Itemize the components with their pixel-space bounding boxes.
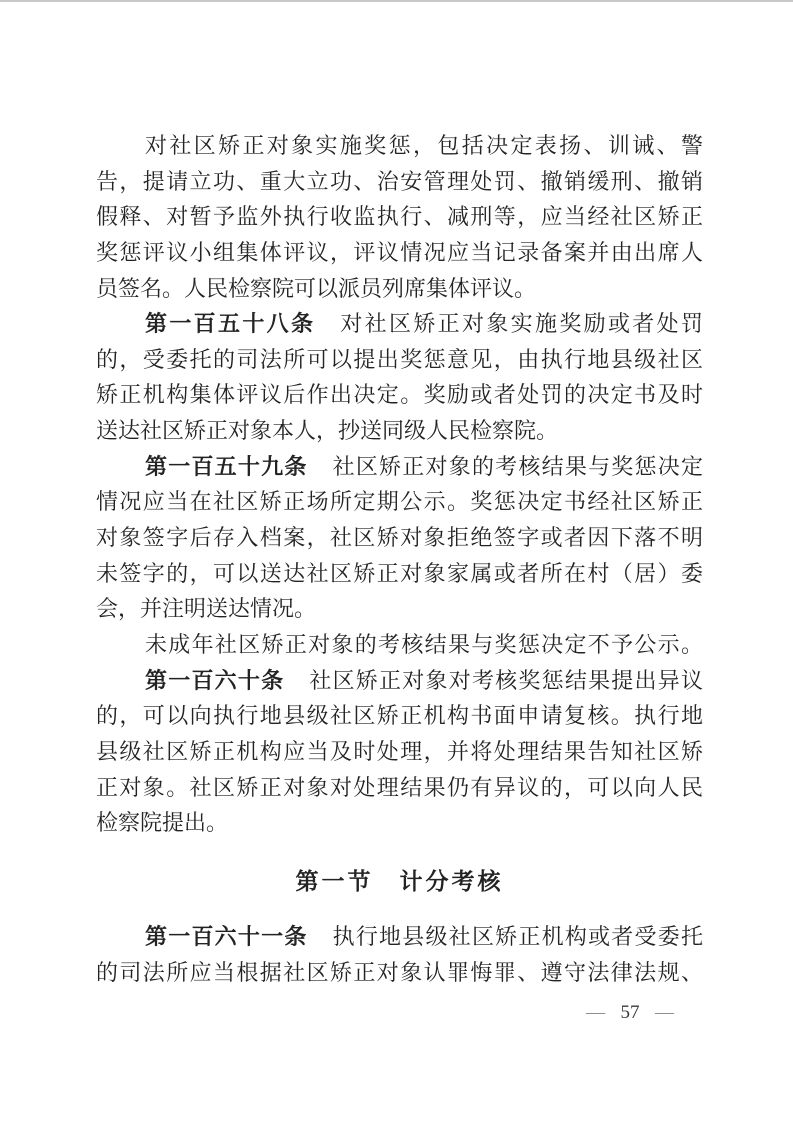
body-line: 的，可以向执行地县级社区矫正机构书面申请复核。执行地 <box>96 703 703 729</box>
footer-dash-left: — <box>586 1002 605 1023</box>
body-line: 未成年社区矫正对象的考核结果与奖惩决定不予公示。 <box>145 631 703 657</box>
body-line: 送达社区矫正对象本人，抄送同级人民检察院。 <box>96 418 559 444</box>
body-line: 员签名。人民检察院可以派员列席集体评议。 <box>96 275 537 301</box>
body-line: 的，受委托的司法所可以提出奖惩意见，由执行地县级社区 <box>96 346 703 372</box>
body-line: 会，并注明送达情况。 <box>96 596 317 622</box>
article-number: 第一百六十一条 <box>145 924 308 950</box>
page-footer <box>586 1001 674 1025</box>
body-line: 假释、对暂予监外执行收监执行、减刑等，应当经社区矫正 <box>96 204 703 230</box>
footer-dash-right: — <box>655 1002 674 1023</box>
article-text: 社区矫正对象对考核奖惩结果提出异议 <box>309 667 703 693</box>
body-line <box>96 449 703 485</box>
body-line: 矫正机构集体评议后作出决定。奖励或者处罚的决定书及时 <box>96 382 703 408</box>
article-number: 第一百五十八条 <box>145 311 316 337</box>
body-line: 奖惩评议小组集体评议，评议情况应当记录备案并由出席人 <box>96 239 703 265</box>
body-line: 对社区矫正对象实施奖惩，包括决定表扬、训诫、警 <box>145 133 703 158</box>
body-line: 对象签字后存入档案，社区矫对象拒绝签字或者因下落不明 <box>96 525 703 551</box>
body-line: 情况应当在社区矫正场所定期公示。奖惩决定书经社区矫正 <box>96 489 703 515</box>
body-line: 未签字的，可以送达社区矫正对象家属或者所在村（居）委 <box>96 560 703 586</box>
page-number: 57 <box>620 1002 640 1023</box>
body-line: 县级社区矫正机构应当及时处理，并将处理结果告知社区矫 <box>96 738 703 764</box>
article-text: 社区矫正对象的考核结果与奖惩决定 <box>332 453 703 479</box>
article-text: 对社区矫正对象实施奖励或者处罚 <box>340 311 703 337</box>
article-number: 第一百六十条 <box>145 667 285 693</box>
body-line: 检察院提出。 <box>96 810 229 836</box>
body-text <box>96 128 703 991</box>
body-line: 的司法所应当根据社区矫正对象认罪悔罪、遵守法律法规、 <box>96 960 703 986</box>
section-heading: 第一节 计分考核 <box>295 868 504 894</box>
scan-edge-line <box>0 0 793 2</box>
article-text: 执行地县级社区矫正机构或者受委托 <box>332 924 703 950</box>
body-line <box>96 306 703 342</box>
body-line <box>96 663 703 699</box>
body-line: 正对象。社区矫正对象对处理结果仍有异议的，可以向人民 <box>96 774 703 800</box>
body-line: 告，提请立功、重大立功、治安管理处罚、撤销缓刑、撤销 <box>96 168 703 194</box>
article-number: 第一百五十九条 <box>145 453 308 479</box>
body-line <box>96 919 703 955</box>
